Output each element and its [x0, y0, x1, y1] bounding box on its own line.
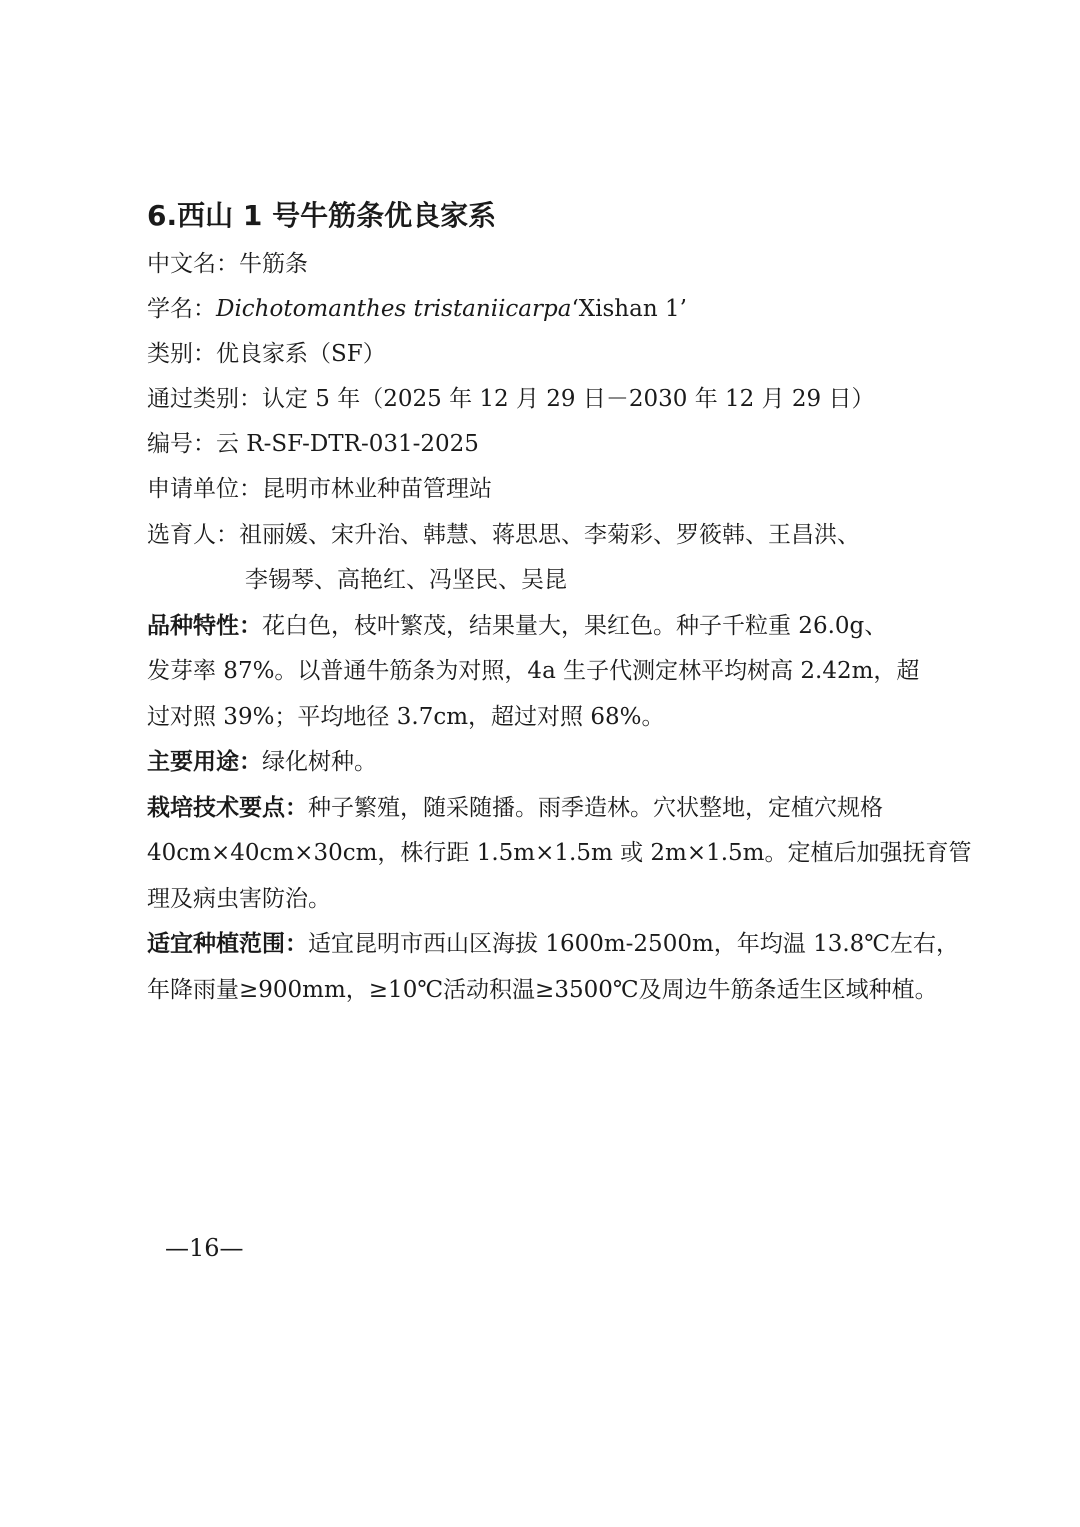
usage-line: [147, 746, 377, 778]
applicant-line: [147, 473, 492, 505]
scientific-name-label: 学名：: [147, 296, 216, 322]
number-line: [147, 428, 479, 460]
approval-line: [147, 383, 875, 415]
applicant-value: 昆明市林业种苗管理站: [262, 476, 492, 502]
number-value: 云 R-SF-DTR-031-2025: [216, 431, 479, 457]
applicant-label: 申请单位：: [147, 476, 262, 502]
usage-label: 主要用途：: [147, 749, 262, 775]
characteristics-text-1: 花白色，枝叶繁茂，结果量大，果红色。种子千粒重 26.0g、: [262, 613, 888, 639]
breeders-names-2: 李锡琴、高艳红、冯坚民、吴昆: [245, 567, 567, 593]
characteristics-line-1: [147, 610, 887, 642]
characteristics-line-2: [147, 655, 919, 687]
breeders-line-2: [245, 564, 567, 596]
breeders-label: 选育人：: [147, 522, 239, 548]
scientific-name-italic: Dichotomanthes tristaniicarpa: [216, 296, 572, 322]
chinese-name-label: 中文名：: [147, 251, 239, 277]
approval-value: 认定 5 年（2025 年 12 月 29 日－2030 年 12 月 29 日）: [262, 386, 875, 412]
cultivation-line-1: [147, 792, 883, 824]
cultivation-text-3: 理及病虫害防治。: [147, 886, 331, 912]
chinese-name-value: 牛筋条: [239, 251, 308, 277]
page-number: —16—: [165, 1234, 244, 1262]
approval-label: 通过类别：: [147, 386, 262, 412]
planting-range-label: 适宜种植范围：: [147, 931, 308, 957]
characteristics-text-2: 发芽率 87%。以普通牛筋条为对照，4a 生子代测定林平均树高 2.42m，超: [147, 658, 920, 684]
breeders-line-1: [147, 519, 860, 551]
cultivation-line-3: [147, 883, 331, 915]
category-line: [147, 338, 386, 370]
breeders-names-1: 祖丽媛、宋升治、韩慧、蒋思思、李菊彩、罗筱韩、王昌洪、: [239, 522, 860, 548]
cultivation-label: 栽培技术要点：: [147, 795, 308, 821]
characteristics-text-3: 过对照 39%；平均地径 3.7cm，超过对照 68%。: [147, 704, 665, 730]
number-label: 编号：: [147, 431, 216, 457]
scientific-name-cultivar: ‘Xishan 1’: [571, 296, 687, 322]
scientific-name-line: [147, 293, 687, 325]
cultivation-text-2: 40cm×40cm×30cm，株行距 1.5m×1.5m 或 2m×1.5m。定植后加强抚育管: [147, 840, 972, 866]
characteristics-line-3: [147, 701, 664, 733]
category-value: 优良家系（SF）: [216, 341, 386, 367]
planting-range-text-2: 年降雨量≥900mm，≥10℃活动积温≥3500℃及周边牛筋条适生区域种植。: [147, 977, 938, 1003]
section-title: 6.西山 1 号牛筋条优良家系: [147, 199, 497, 232]
planting-range-line-1: [147, 928, 959, 960]
characteristics-label: 品种特性：: [147, 613, 262, 639]
chinese-name-line: [147, 248, 308, 280]
cultivation-line-2: [147, 837, 972, 869]
usage-value: 绿化树种。: [262, 749, 377, 775]
planting-range-line-2: [147, 974, 938, 1006]
planting-range-text-1: 适宜昆明市西山区海拔 1600m-2500m，年均温 13.8℃左右，: [308, 931, 960, 957]
cultivation-text-1: 种子繁殖，随采随播。雨季造林。穴状整地，定植穴规格: [308, 795, 883, 821]
category-label: 类别：: [147, 341, 216, 367]
